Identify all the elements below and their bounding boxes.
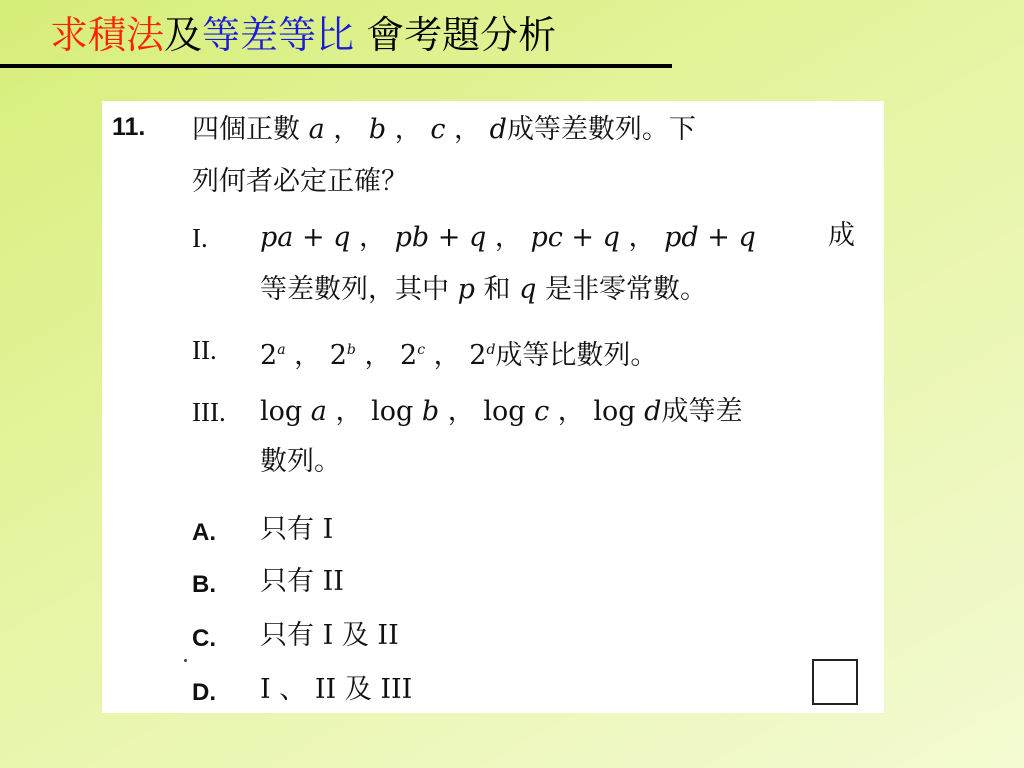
- statement-1-line-2: [260, 273, 707, 307]
- statement-1-end: 是非零常數。: [536, 274, 707, 305]
- var-c: c: [534, 396, 550, 427]
- separator: ，: [350, 222, 395, 253]
- separator: ，: [549, 396, 594, 427]
- exp-d: d: [486, 342, 496, 358]
- question-text-start: 四個正數: [192, 114, 309, 145]
- option-a-text: 只有 I: [260, 514, 334, 545]
- scan-speck: [184, 659, 187, 662]
- separator: ，: [425, 340, 470, 371]
- statement-3-label: III.: [192, 397, 226, 427]
- base-2: 2: [329, 340, 347, 371]
- separator: ，: [326, 396, 372, 427]
- expr-pb-q: pb + q: [394, 222, 487, 253]
- option-c-text: 只有 I 及 II: [260, 620, 399, 651]
- log-word: log: [593, 396, 636, 427]
- base-2: 2: [400, 340, 418, 371]
- question-text-end: 成等差數列。下: [506, 114, 696, 145]
- expr-pd-q: pd + q: [664, 222, 756, 253]
- title-part-3: 等差等比: [202, 13, 355, 57]
- and-word: 和: [474, 274, 520, 305]
- answer-box[interactable]: [812, 659, 858, 705]
- exp-a: a: [277, 342, 286, 358]
- exp-b: b: [346, 342, 356, 358]
- question-number: 11.: [112, 113, 146, 141]
- var-b: b: [368, 114, 387, 145]
- separator: ，: [439, 396, 484, 427]
- expr-pc-q: pc + q: [530, 222, 620, 253]
- separator: ，: [619, 222, 665, 253]
- question-line-1: [192, 113, 696, 147]
- separator: ，: [445, 114, 490, 145]
- statement-1-tail: 成: [828, 220, 855, 251]
- separator: ，: [285, 340, 330, 371]
- separator: ，: [324, 114, 369, 145]
- statement-3-line-2: 數列。: [260, 446, 341, 477]
- var-d: d: [489, 114, 507, 145]
- option-d-letter: D.: [192, 679, 216, 706]
- var-d: d: [644, 396, 662, 427]
- separator: ，: [355, 340, 401, 371]
- statement-2-line: [260, 333, 657, 373]
- slide-title: [50, 6, 556, 64]
- title-part-2: 及: [164, 13, 203, 57]
- exp-c: c: [417, 342, 426, 358]
- title-part-4: 會考題分析: [354, 13, 557, 57]
- statement-3-line-1: [260, 395, 742, 429]
- base-2: 2: [469, 340, 487, 371]
- statement-1-text: 等差數列，其中: [260, 274, 458, 305]
- option-c-letter: C.: [192, 625, 216, 652]
- option-b-letter: B.: [192, 571, 216, 598]
- statement-3-tail: 成等差: [661, 396, 743, 427]
- var-a: a: [308, 114, 325, 145]
- statement-1-line-1: [260, 221, 756, 255]
- separator: ，: [386, 114, 431, 145]
- var-a: a: [310, 396, 327, 427]
- log-word: log: [483, 396, 526, 427]
- statement-2-tail: 成等比數列。: [495, 340, 658, 371]
- statement-2-label: II.: [192, 335, 217, 365]
- base-2: 2: [260, 340, 278, 371]
- log-word: log: [260, 396, 303, 427]
- expr-pa-q: pa + q: [260, 222, 351, 253]
- title-part-1: 求積法: [50, 13, 165, 57]
- var-p: p: [457, 274, 475, 305]
- question-line-2: 列何者必定正確？: [192, 166, 408, 197]
- statement-1-label: I.: [192, 223, 208, 253]
- log-word: log: [371, 396, 414, 427]
- var-b: b: [421, 396, 440, 427]
- var-c: c: [430, 114, 446, 145]
- option-d-text: I 、 II 及 III: [260, 674, 413, 705]
- option-b-text: 只有 II: [260, 566, 344, 597]
- option-a-letter: A.: [192, 519, 216, 546]
- var-q: q: [519, 274, 537, 305]
- separator: ，: [486, 222, 531, 253]
- title-underline: [0, 64, 672, 68]
- question-panel: [102, 101, 884, 713]
